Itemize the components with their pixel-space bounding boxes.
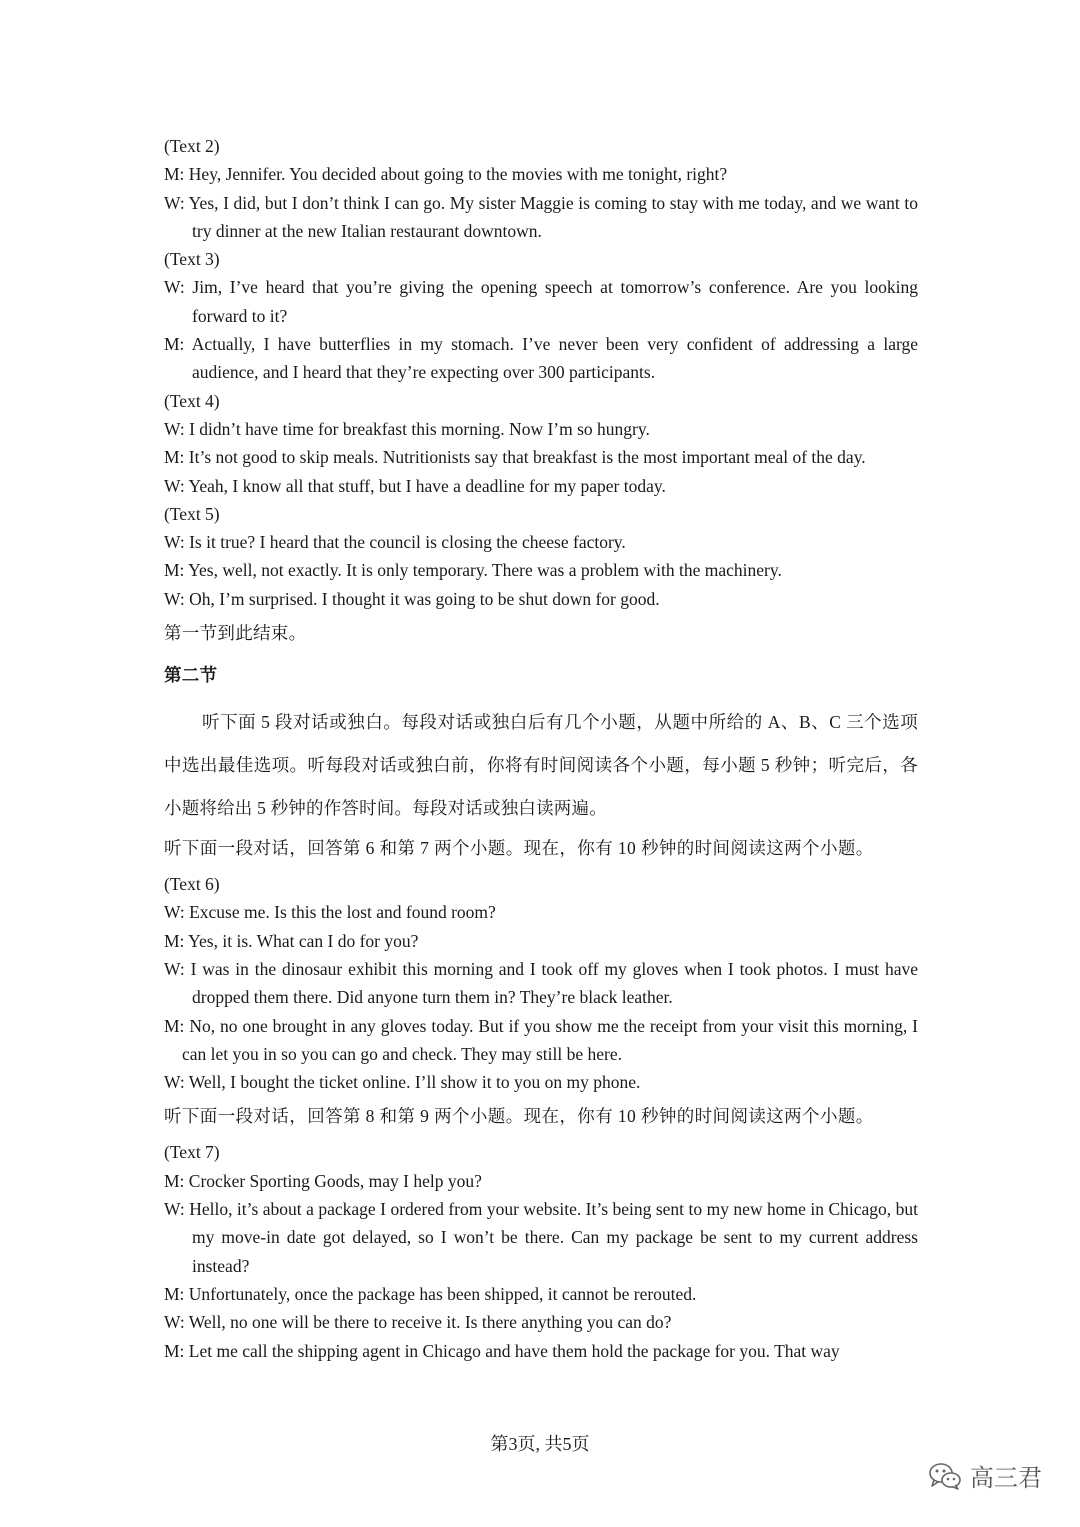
- dialogue-line: M: It’s not good to skip meals. Nutritionists say that breakfast is the most important meal of the day.: [164, 447, 866, 468]
- dialogue-line: M: Unfortunately, once the package has been shipped, it cannot be rerouted.: [164, 1283, 697, 1304]
- dialogue-line: M: Yes, well, not exactly. It is only temporary. There was a problem with the machinery.: [164, 560, 782, 581]
- question-cue: 听下面一段对话，回答第 8 和第 9 两个小题。现在，你有 10 秒钟的时间阅读这两个小题。: [164, 1106, 874, 1127]
- dialogue-line: M: Yes, it is. What can I do for you?: [164, 930, 419, 951]
- wechat-icon: [928, 1461, 962, 1491]
- dialogue-line: W: Well, I bought the ticket online. I’ll show it to you on my phone.: [164, 1072, 641, 1093]
- dialogue-line: M: No, no one brought in any gloves today. But if you show me the receipt from your visit this morning, I can let you in so you can go and check. They may still be here.: [164, 1015, 918, 1064]
- dialogue-line: W: Hello, it’s about a package I ordered from your website. It’s being sent to my new home in Chicago, but my move-in date got delayed, so I won’t be there. Can my package be sent to my current address instead?: [164, 1199, 918, 1276]
- dialogue-line: W: Is it true? I heard that the council is closing the cheese factory.: [164, 532, 626, 553]
- dialogue-line: W: I didn’t have time for breakfast this morning. Now I’m so hungry.: [164, 418, 650, 439]
- dialogue-line: M: Hey, Jennifer. You decided about going to the movies with me tonight, right?: [164, 164, 728, 185]
- text4-label: (Text 4): [164, 390, 220, 411]
- watermark-text: 高三君: [970, 1464, 1042, 1492]
- text7-label: (Text 7): [164, 1142, 220, 1163]
- dialogue-line: W: Excuse me. Is this the lost and found room?: [164, 902, 496, 923]
- text3-label: (Text 3): [164, 249, 220, 270]
- dialogue-line: W: Well, no one will be there to receive it. Is there anything you can do?: [164, 1312, 672, 1333]
- dialogue-line: M: Actually, I have butterflies in my stomach. I’ve never been very confident of addressing a large audience, and I heard that they’re expecting over 300 participants.: [164, 334, 918, 383]
- document-page: [164, 132, 918, 1365]
- page-number: 第3页, 共5页: [490, 1434, 590, 1454]
- text5-label: (Text 5): [164, 503, 220, 524]
- dialogue-line: W: Yes, I did, but I don’t think I can go. My sister Maggie is coming to stay with me today, and we want to try dinner at the new Italian restaurant downtown.: [164, 192, 918, 241]
- watermark: [928, 1458, 1042, 1493]
- dialogue-line: W: Oh, I’m surprised. I thought it was going to be shut down for good.: [164, 588, 660, 609]
- dialogue-line: W: Jim, I’ve heard that you’re giving the opening speech at tomorrow’s conference. Are you looking forward to it?: [164, 277, 918, 326]
- text6-label: (Text 6): [164, 874, 220, 895]
- section2-instructions: 听下面 5 段对话或独白。每段对话或独白后有几个小题，从题中所给的 A、B、C 三个选项中选出最佳选项。听每段对话或独白前，你将有时间阅读各个小题，每小题 5 秒钟；听完后，各小题将给出 5 秒钟的作答时间。每段对话或独白读两遍。: [164, 712, 918, 819]
- dialogue-line: M: Crocker Sporting Goods, may I help you?: [164, 1170, 482, 1191]
- question-cue: 听下面一段对话，回答第 6 和第 7 两个小题。现在，你有 10 秒钟的时间阅读这两个小题。: [164, 838, 874, 859]
- section2-title: 第二节: [164, 665, 218, 686]
- dialogue-line: W: I was in the dinosaur exhibit this morning and I took off my gloves when I took photos. I must have dropped them there. Did anyone turn them in? They’re black leather.: [164, 958, 918, 1008]
- dialogue-line: W: Yeah, I know all that stuff, but I have a deadline for my paper today.: [164, 475, 666, 496]
- section1-end-note: 第一节到此结束。: [164, 623, 307, 644]
- text2-label: (Text 2): [164, 136, 220, 156]
- dialogue-line: M: Let me call the shipping agent in Chicago and have them hold the package for you. That way: [164, 1340, 840, 1361]
